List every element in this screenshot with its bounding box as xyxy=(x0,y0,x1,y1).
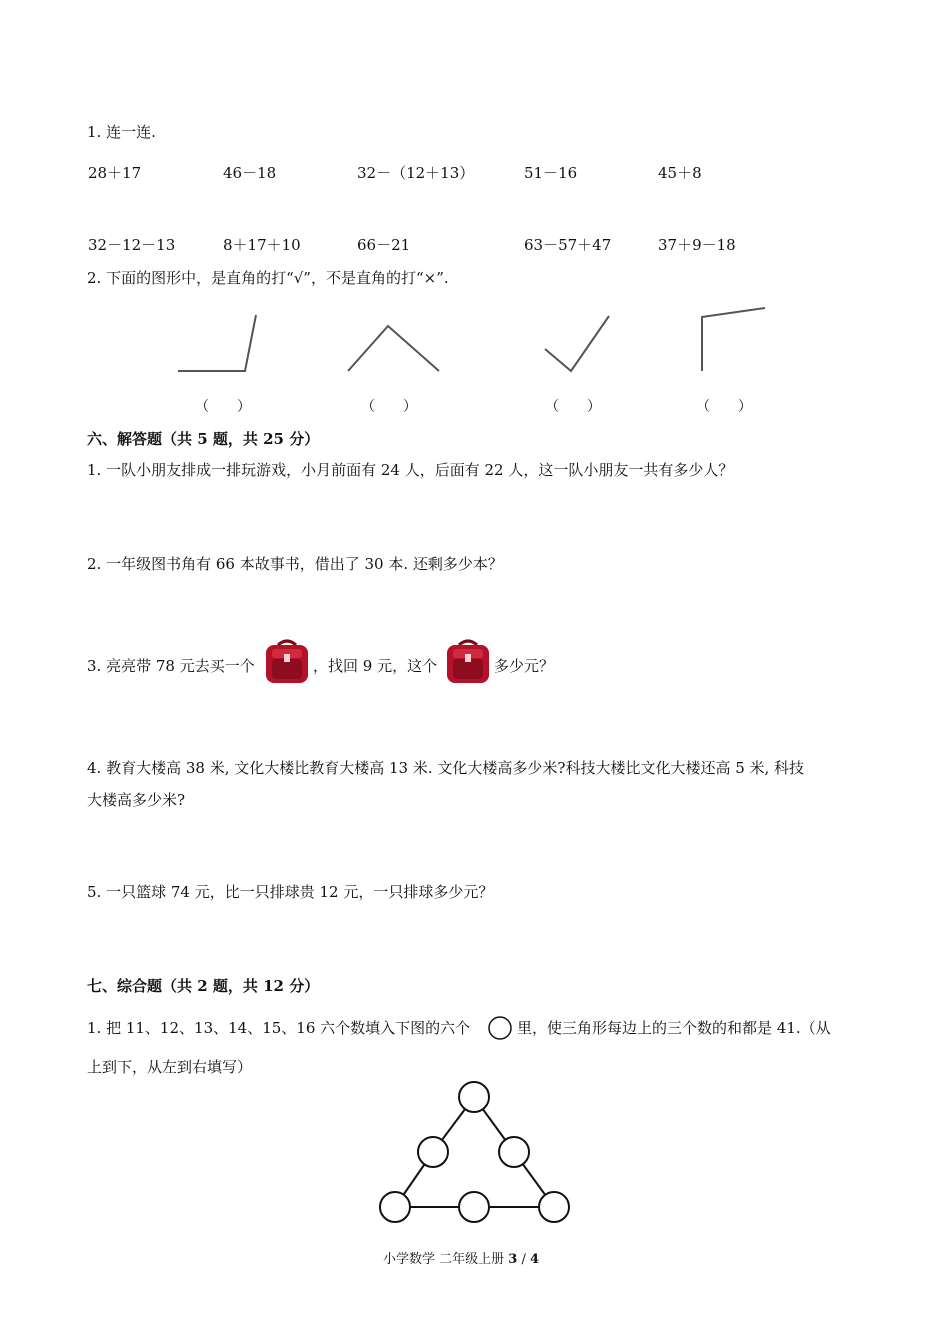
angle-figure-4 xyxy=(695,300,775,380)
s7-question-1-part2: 里，使三角形每边上的三个数的和都是 41.（从 xyxy=(517,1019,831,1037)
s7-question-1-part1: 1. 把 11、12、13、14、15、16 六个数填入下图的六个 xyxy=(87,1019,471,1037)
triangle-node-mid-right[interactable] xyxy=(499,1137,529,1167)
triangle-node-bottom-mid[interactable] xyxy=(459,1192,489,1222)
s7-question-1-line2: 上到下，从左到右填写） xyxy=(87,1058,253,1076)
expr-row1-5: 45＋8 xyxy=(658,164,702,182)
q-connect-title: 1. 连一连. xyxy=(87,123,156,141)
expr-row2-5: 37＋9－18 xyxy=(658,236,736,254)
angle-figure-3 xyxy=(535,305,620,380)
s6-question-3-part3: 多少元？ xyxy=(494,657,555,675)
footer-text: 小学数学 二年级上册 xyxy=(383,1252,505,1267)
expr-row2-4: 63－57＋47 xyxy=(524,236,612,254)
angle-figure-1 xyxy=(170,305,270,380)
expr-row1-2: 46－18 xyxy=(223,164,277,182)
triangle-node-bottom-right[interactable] xyxy=(539,1192,569,1222)
expr-row1-3: 32－（12＋13） xyxy=(357,164,475,182)
answer-paren-3[interactable]: （ ） xyxy=(545,399,601,415)
expr-row1-1: 28＋17 xyxy=(88,164,142,182)
section7-heading: 七、综合题（共 2 题，共 12 分） xyxy=(87,977,320,995)
expr-row2-1: 32－12－13 xyxy=(88,236,176,254)
expr-row1-4: 51－16 xyxy=(524,164,578,182)
s6-question-5: 5. 一只篮球 74 元，比一只排球贵 12 元，一只排球多少元？ xyxy=(87,883,494,901)
footer-sep: / xyxy=(517,1252,530,1267)
schoolbag-icon xyxy=(262,637,312,685)
s6-question-1: 1. 一队小朋友排成一排玩游戏，小月前面有 24 人，后面有 22 人，这一队小朋友一共有多少人？ xyxy=(87,461,734,479)
expr-row2-3: 66－21 xyxy=(357,236,411,254)
s6-question-4-line2: 大楼高多少米? xyxy=(87,791,186,809)
s6-question-2: 2. 一年级图书角有 66 本故事书，借出了 30 本. 还剩多少本？ xyxy=(87,555,503,573)
footer-page: 3 xyxy=(508,1252,518,1267)
page-footer xyxy=(383,1248,539,1267)
answer-paren-2[interactable]: （ ） xyxy=(361,399,417,415)
triangle-node-mid-left[interactable] xyxy=(418,1137,448,1167)
expr-row2-2: 8＋17＋10 xyxy=(223,236,301,254)
s6-question-3-part1: 3. 亮亮带 78 元去买一个 xyxy=(87,657,255,675)
footer-total: 4 xyxy=(529,1252,540,1267)
schoolbag-icon xyxy=(443,637,493,685)
answer-paren-4[interactable]: （ ） xyxy=(696,399,752,415)
section6-heading: 六、解答题（共 5 题，共 25 分） xyxy=(87,430,320,448)
q-right-angle-title: 2. 下面的图形中，是直角的打“√”，不是直角的打“×”. xyxy=(87,269,449,287)
angle-figure-2 xyxy=(340,320,445,380)
answer-paren-1[interactable]: （ ） xyxy=(195,399,251,415)
s6-question-3-part2: ，找回 9 元，这个 xyxy=(313,657,438,675)
triangle-node-top[interactable] xyxy=(459,1082,489,1112)
triangle-circle-diagram xyxy=(370,1078,580,1228)
triangle-node-bottom-left[interactable] xyxy=(380,1192,410,1222)
circle-blank-icon xyxy=(487,1015,513,1041)
s6-question-4-line1: 4. 教育大楼高 38 米, 文化大楼比教育大楼高 13 米. 文化大楼高多少米?科技大楼比文化大楼还高 5 米, 科技 xyxy=(87,759,805,777)
